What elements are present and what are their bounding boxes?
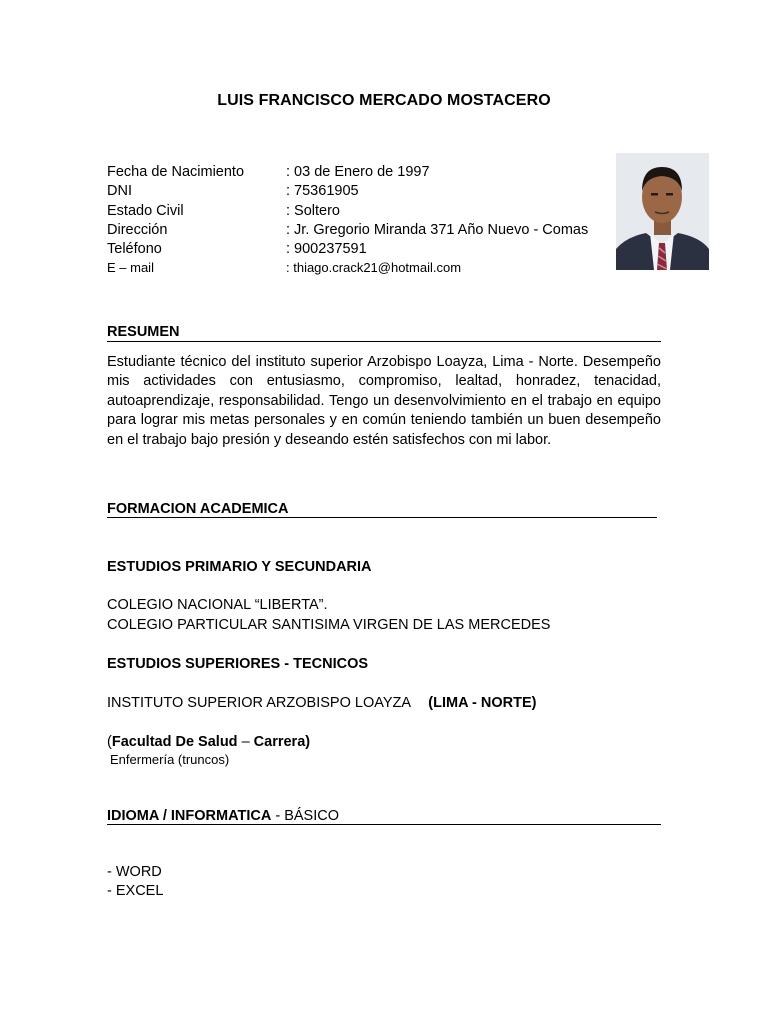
- info-value: : 900237591: [286, 241, 367, 258]
- section-underline: [107, 341, 661, 342]
- institute-location: (LIMA - NORTE): [428, 695, 537, 711]
- section-title-idioma: [107, 808, 339, 824]
- profile-photo-illustration: [616, 153, 709, 270]
- idioma-title: IDIOMA / INFORMATICA: [107, 808, 272, 824]
- info-label: Estado Civil: [107, 202, 184, 219]
- info-label: Fecha de Nacimiento: [107, 164, 245, 180]
- info-label: Dirección: [107, 221, 168, 238]
- info-value: : Jr. Gregorio Miranda 371 Año Nuevo - Comas: [286, 221, 589, 238]
- skill-item: - EXCEL: [107, 883, 164, 899]
- info-value: : thiago.crack21@hotmail.com: [286, 260, 462, 276]
- profile-photo: [616, 153, 709, 270]
- skill-item: - WORD: [107, 864, 162, 880]
- info-label: Teléfono: [107, 241, 162, 258]
- subsection-title-primaria: ESTUDIOS PRIMARIO Y SECUNDARIA: [107, 559, 372, 575]
- institute-name: INSTITUTO SUPERIOR ARZOBISPO LOAYZA: [107, 695, 411, 711]
- faculty-name: Facultad De Salud: [111, 734, 238, 750]
- faculty-sep: –: [237, 734, 254, 750]
- section-underline: [107, 824, 661, 825]
- school-item: COLEGIO NACIONAL “LIBERTA”.: [107, 597, 328, 613]
- subsection-title-superiores: ESTUDIOS SUPERIORES - TECNICOS: [107, 656, 369, 672]
- section-title-resumen: RESUMEN: [107, 324, 180, 340]
- idioma-level: - BÁSICO: [271, 808, 340, 824]
- school-item: COLEGIO PARTICULAR SANTISIMA VIRGEN DE LAS MERCEDES: [107, 617, 551, 633]
- faculty-career: Carrera): [253, 734, 311, 750]
- candidate-name: LUIS FRANCISCO MERCADO MOSTACERO: [217, 92, 551, 109]
- section-title-formacion: FORMACION ACADEMICA: [107, 501, 289, 517]
- info-label: E – mail: [107, 260, 154, 276]
- institute-item: [107, 695, 536, 711]
- info-label: DNI: [107, 183, 132, 200]
- faculty-open: (: [107, 734, 112, 750]
- info-value: : Soltero: [286, 202, 340, 219]
- section-underline: [107, 517, 657, 518]
- faculty-item: [107, 734, 310, 750]
- career-detail: Enfermería (truncos): [110, 752, 230, 767]
- info-value: : 75361905: [286, 183, 359, 200]
- summary-text: Estudiante técnico del instituto superior Arzobispo Loayza, Lima - Norte. Desempeño mis actividades con entusiasmo, compromiso, lealtad, honradez, tenacidad, autoaprendizaje, responsabilidad. Tengo un desenvolvimiento en el trabajo en equipo para lograr mis metas personales y en común teniendo también un buen desempeño en el trabajo bajo presión y deseando estén satisfechos con mi labor.: [107, 354, 661, 448]
- info-value: : 03 de Enero de 1997: [286, 164, 430, 180]
